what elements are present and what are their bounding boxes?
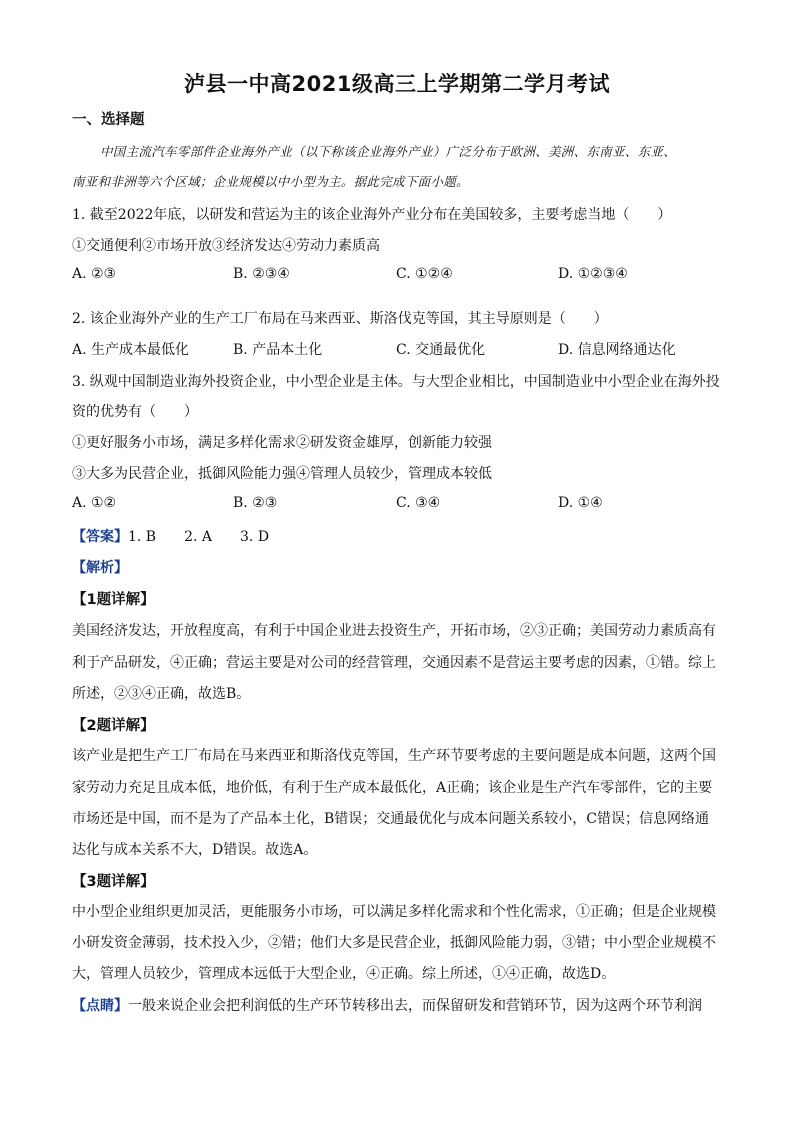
detail-1-line-1: 美国经济发达，开放程度高，有利于中国企业进去投资生产，开拓市场，②③正确；美国劳动力素质高有 — [72, 623, 716, 639]
detail-2-line-2: 家劳动力充足且成本低，地价低，有利于生产成本最低化，A正确；该企业是生产汽车零部件，它的主要 — [72, 780, 713, 796]
passage-line-1: 中国主流汽车零部件企业海外产业（以下称该企业海外产业）广泛分布于欧洲、美洲、东南亚、东亚、 — [100, 144, 677, 159]
question-3-stem-line-2: 资的优势有（ ） — [72, 404, 198, 420]
question-3-option-d: D. ①④ — [558, 495, 603, 511]
question-1-items: ①交通便利②市场开放③经济发达④劳动力素质高 — [72, 238, 380, 254]
question-2-option-a: A. 生产成本最低化 — [72, 342, 190, 358]
question-3-option-b: B. ②③ — [233, 495, 278, 511]
answer-values: 1. B 2. A 3. D — [128, 529, 270, 545]
question-1-option-b: B. ②③④ — [233, 266, 290, 282]
detail-1-line-3: 所述，②③④正确，故选B。 — [72, 686, 251, 702]
section-heading: 一、选择题 — [72, 112, 145, 128]
question-1-option-a: A. ②③ — [72, 266, 117, 282]
question-1-option-c: C. ①②④ — [396, 266, 453, 282]
detail-3-line-3: 大，管理人员较少，管理成本远低于大型企业，④正确。综上所述，①④正确，故选D。 — [72, 966, 616, 982]
question-1-stem: 1. 截至2022年底，以研发和营运为主的该企业海外产业分布在美国较多，主要考虑当地（ ） — [72, 207, 672, 223]
answer-label: 【答案】 — [72, 529, 128, 545]
passage-line-2: 南亚和非洲等六个区域；企业规模以中小型为主。据此完成下面小题。 — [72, 174, 469, 189]
question-3-option-a: A. ①② — [72, 495, 117, 511]
question-3-stem-line-1: 3. 纵观中国制造业海外投资企业，中小型企业是主体。与大型企业相比，中国制造业中小型企业在海外投 — [72, 374, 720, 390]
detail-2-line-3: 市场还是中国，而不是为了产品本土化，B错误；交通最优化与成本问题关系较小，C错误；信息网络通 — [72, 811, 709, 827]
detail-2-line-1: 该产业是把生产工厂布局在马来西亚和斯洛伐克等国，生产环节要考虑的主要问题是成本问题，这两个国 — [72, 748, 716, 764]
question-2-option-b: B. 产品本土化 — [233, 342, 323, 358]
answer-row — [72, 526, 269, 546]
question-1-option-d: D. ①②③④ — [558, 266, 628, 282]
detail-3-line-2: 小研发资金薄弱，技术投入少，②错；他们大多是民营企业，抵御风险能力弱，③错；中小型企业规模不 — [72, 935, 716, 951]
detail-1-label: 【1题详解】 — [72, 592, 155, 608]
question-2-option-d: D. 信息网络通达化 — [558, 342, 676, 358]
detail-2-label: 【2题详解】 — [72, 718, 155, 734]
tip-text: 一般来说企业会把利润低的生产环节转移出去，而保留研发和营销环节，因为这两个环节利润 — [128, 998, 702, 1014]
detail-3-line-1: 中小型企业组织更加灵活，更能服务小市场，可以满足多样化需求和个性化需求，①正确；但是企业规模 — [72, 904, 716, 920]
detail-2-line-4: 达化与成本关系不大，D错误。故选A。 — [72, 842, 318, 858]
question-3-items-line-1: ①更好服务小市场，满足多样化需求②研发资金雄厚，创新能力较强 — [72, 435, 492, 451]
detail-1-line-2: 利于产品研发，④正确；营运主要是对公司的经营管理，交通因素不是营运主要考虑的因素，①错。综上 — [72, 655, 716, 671]
question-3-option-c: C. ③④ — [396, 495, 441, 511]
question-2-option-c: C. 交通最优化 — [396, 342, 486, 358]
question-2-stem: 2. 该企业海外产业的生产工厂布局在马来西亚、斯洛伐克等国，其主导原则是（ ） — [72, 311, 608, 327]
tip-label: 【点睛】 — [72, 998, 128, 1014]
tip-row — [72, 995, 702, 1015]
detail-3-label: 【3题详解】 — [72, 874, 155, 890]
question-3-items-line-2: ③大多为民营企业，抵御风险能力强④管理人员较少，管理成本较低 — [72, 466, 492, 482]
page-title: 泸县一中高2021级高三上学期第二学月考试 — [184, 72, 610, 96]
analysis-label: 【解析】 — [72, 560, 128, 576]
